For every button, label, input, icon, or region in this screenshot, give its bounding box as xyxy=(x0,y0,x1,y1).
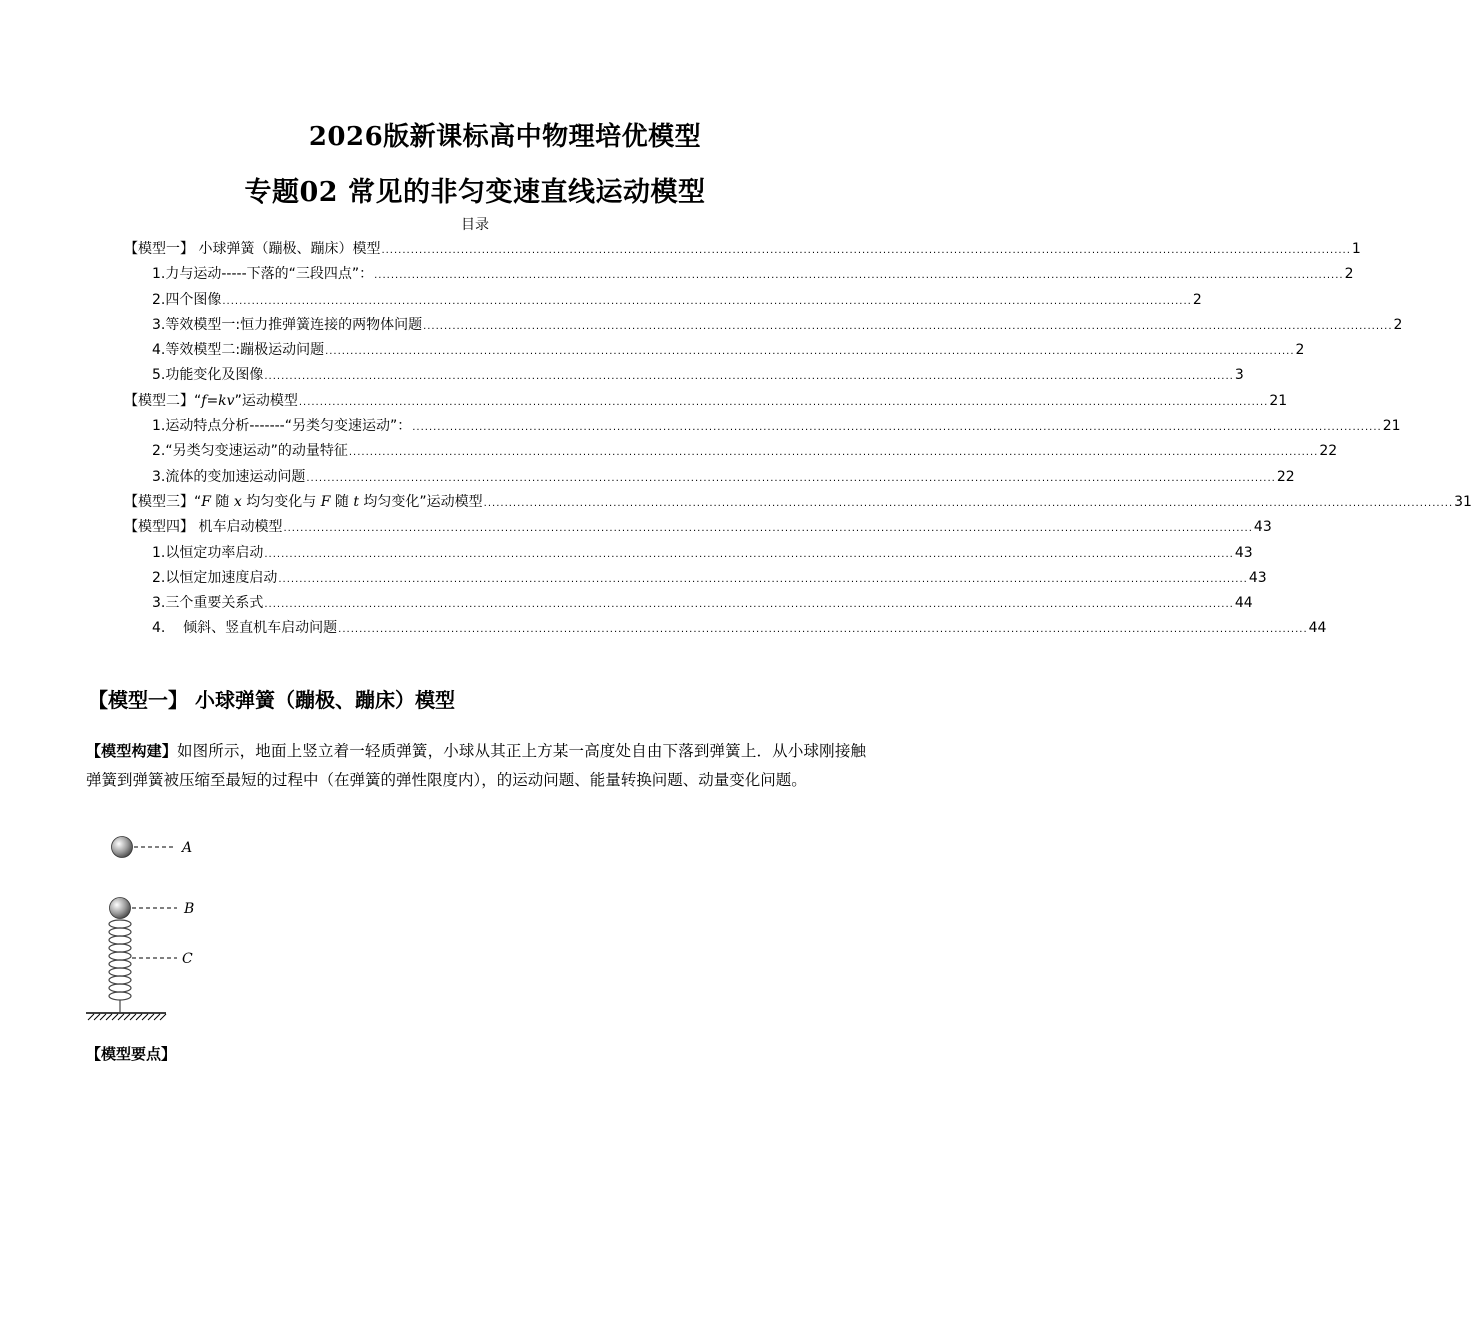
document-subtitle: 专题02 常见的非匀变速直线运动模型 xyxy=(244,177,706,208)
model-build-label: 【模型构建】 xyxy=(86,742,177,760)
spring-ball-diagram xyxy=(84,830,224,1030)
toc-entry-model-3[interactable]: 【模型三】“F 随 x 均匀变化与 F 随 t 均匀变化”运动模型 ........................................................................................................................................................................................................................................ 31 xyxy=(124,493,1472,510)
toc-entry-4-1[interactable]: 1.以恒定功率启动 ........................................................................................................................................................................................................................................ 43 xyxy=(152,544,1253,561)
toc-entry-1-1[interactable]: 1.力与运动-----下落的“三段四点”： ........................................................................................................................................................................................................................................ 2 xyxy=(152,266,1354,283)
ball-position-b xyxy=(110,898,131,919)
toc-entry-model-1[interactable]: 【模型一】 小球弹簧（蹦极、蹦床）模型 ........................................................................................................................................................................................................................................ 1 xyxy=(124,241,1361,257)
toc-entry-model-2[interactable]: 【模型二】“f=kv”运动模型 ........................................................................................................................................................................................................................................ 21 xyxy=(124,392,1288,409)
label-a: A xyxy=(182,840,193,856)
label-b: B xyxy=(184,901,195,917)
toc-entry-4-4[interactable]: 4. 倾斜、竖直机车启动问题 ........................................................................................................................................................................................................................................ 44 xyxy=(152,620,1327,637)
section-heading: 【模型一】 小球弹簧（蹦极、蹦床）模型 xyxy=(88,688,455,712)
toc-entry-1-2[interactable]: 2.四个图像 ........................................................................................................................................................................................................................................ 2 xyxy=(152,291,1202,308)
document-title: 2026版新课标高中物理培优模型 xyxy=(308,122,702,152)
toc-entry-2-1[interactable]: 1.运动特点分析-------“另类匀变速运动”： ........................................................................................................................................................................................................................................ 21 xyxy=(152,418,1401,435)
toc-entry-1-4[interactable]: 4.等效模型二:蹦极运动问题 ........................................................................................................................................................................................................................................ 2 xyxy=(152,342,1305,359)
table-of-contents xyxy=(124,238,1472,643)
toc-entry-2-2[interactable]: 2.“另类匀变速运动”的动量特征 ........................................................................................................................................................................................................................................ 22 xyxy=(152,443,1338,460)
toc-entry-4-3[interactable]: 3.三个重要关系式 ........................................................................................................................................................................................................................................ 44 xyxy=(152,595,1253,612)
model-build-text: 如图所示，地面上竖立着一轻质弹簧，小球从其正上方某一高度处自由下落到弹簧上．从小球刚接触弹簧到弹簧被压缩至最短的过程中（在弹簧的弹性限度内），的运动问题、能量转换问题、动量变化问题。 xyxy=(86,742,866,789)
label-c: C xyxy=(182,951,193,967)
spring-ball-figure xyxy=(84,830,224,1034)
toc-entry-2-3[interactable]: 3.流体的变加速运动问题 ........................................................................................................................................................................................................................................ 22 xyxy=(152,468,1295,485)
spring-coil xyxy=(109,920,131,1012)
toc-entry-1-5[interactable]: 5.功能变化及图像 ........................................................................................................................................................................................................................................ 3 xyxy=(152,367,1244,384)
ball-position-a xyxy=(112,837,133,858)
toc-heading: 目录 xyxy=(461,217,489,233)
toc-entry-model-4[interactable]: 【模型四】 机车启动模型 ........................................................................................................................................................................................................................................ 43 xyxy=(124,519,1272,536)
ground-hatch xyxy=(88,1014,166,1020)
toc-entry-1-3[interactable]: 3.等效模型一:恒力推弹簧连接的两物体问题 ........................................................................................................................................................................................................................................ 2 xyxy=(152,316,1403,333)
model-build-paragraph xyxy=(86,737,866,795)
key-points-label: 【模型要点】 xyxy=(86,1045,177,1063)
toc-entry-4-2[interactable]: 2.以恒定加速度启动 ........................................................................................................................................................................................................................................ 43 xyxy=(152,569,1267,586)
